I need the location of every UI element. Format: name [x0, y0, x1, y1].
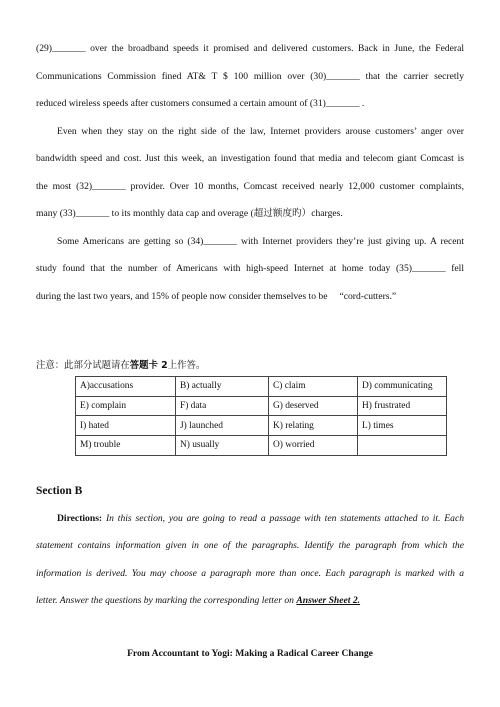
word-bank-row	[76, 416, 447, 436]
option-a: A)accusations	[76, 377, 176, 397]
passage-line-10: during the last two years, and 15% of people now consider themselves to be “cord-cutters.”	[36, 291, 397, 302]
passage-line-5: bandwidth speed and cost. Just this week, an investigation found that media and telecom giant Comcast is	[36, 153, 464, 164]
note-prefix: 注意：此部分试题请在	[36, 360, 130, 371]
passage-line-4: Even when they stay on the right side of the law, Internet providers arouse customers’ anger over	[57, 126, 464, 137]
passage-line-6: the most (32)_______ provider. Over 10 months, Comcast received nearly 12,000 customer complaints,	[36, 181, 464, 192]
word-bank-table	[75, 376, 447, 456]
option-h: H) frustrated	[358, 396, 447, 416]
directions-line-1	[57, 513, 464, 525]
directions-label: Directions:	[57, 513, 103, 524]
option-d: D) communicating	[358, 377, 447, 397]
answer-sheet-link: Answer Sheet 2.	[296, 595, 361, 606]
option-f: F) data	[176, 396, 269, 416]
passage-line-1: (29)_______ over the broadband speeds it promised and delivered customers. Back in June, the Federal	[36, 43, 464, 54]
option-g: G) deserved	[269, 396, 358, 416]
note-answer-sheet: 答题卡 2	[129, 360, 168, 371]
option-b: B) actually	[176, 377, 269, 397]
answer-note	[36, 357, 205, 371]
option-n: N) usually	[176, 436, 269, 456]
directions-line-4	[36, 595, 464, 607]
word-bank-row	[76, 377, 447, 397]
option-empty	[358, 436, 447, 456]
option-m: M) trouble	[76, 436, 176, 456]
option-i: I) hated	[76, 416, 176, 436]
passage-line-9: study found that the number of Americans with high-speed Internet at home today (35)_______ fell	[36, 263, 464, 274]
option-j: J) launched	[176, 416, 269, 436]
passage-title: From Accountant to Yogi: Making a Radical Career Change	[127, 648, 373, 659]
passage-line-2: Communications Commission fined AT& T $ 100 million over (30)_______ that the carrier secretly	[36, 71, 464, 82]
passage-line-3: reduced wireless speeds after customers consumed a certain amount of (31)_______ .	[36, 98, 365, 109]
option-k: K) relating	[269, 416, 358, 436]
option-l: L) times	[358, 416, 447, 436]
directions-line-2: statement contains information given in one of the paragraphs. Identify the paragraph from which the	[36, 540, 464, 551]
option-o: O) worried	[269, 436, 358, 456]
directions-line-3: information is derived. You may choose a paragraph more than once. Each paragraph is marked with a	[36, 568, 464, 579]
word-bank-row	[76, 436, 447, 456]
passage-line-8: Some Americans are getting so (34)_______ with Internet providers they’re just giving up. A recent	[57, 236, 464, 247]
note-suffix: 上作答。	[167, 360, 206, 371]
option-c: C) claim	[269, 377, 358, 397]
section-b-title: Section B	[36, 485, 83, 497]
word-bank-row	[76, 396, 447, 416]
passage-line-7: many (33)_______ to its monthly data cap and overage (超过额度旳）charges.	[36, 208, 343, 219]
directions-text-4: letter. Answer the questions by marking the corresponding letter on	[36, 595, 297, 606]
option-e: E) complain	[76, 396, 176, 416]
directions-text-1: In this section, you are going to read a passage with ten statements attached to it. Each	[105, 513, 464, 524]
